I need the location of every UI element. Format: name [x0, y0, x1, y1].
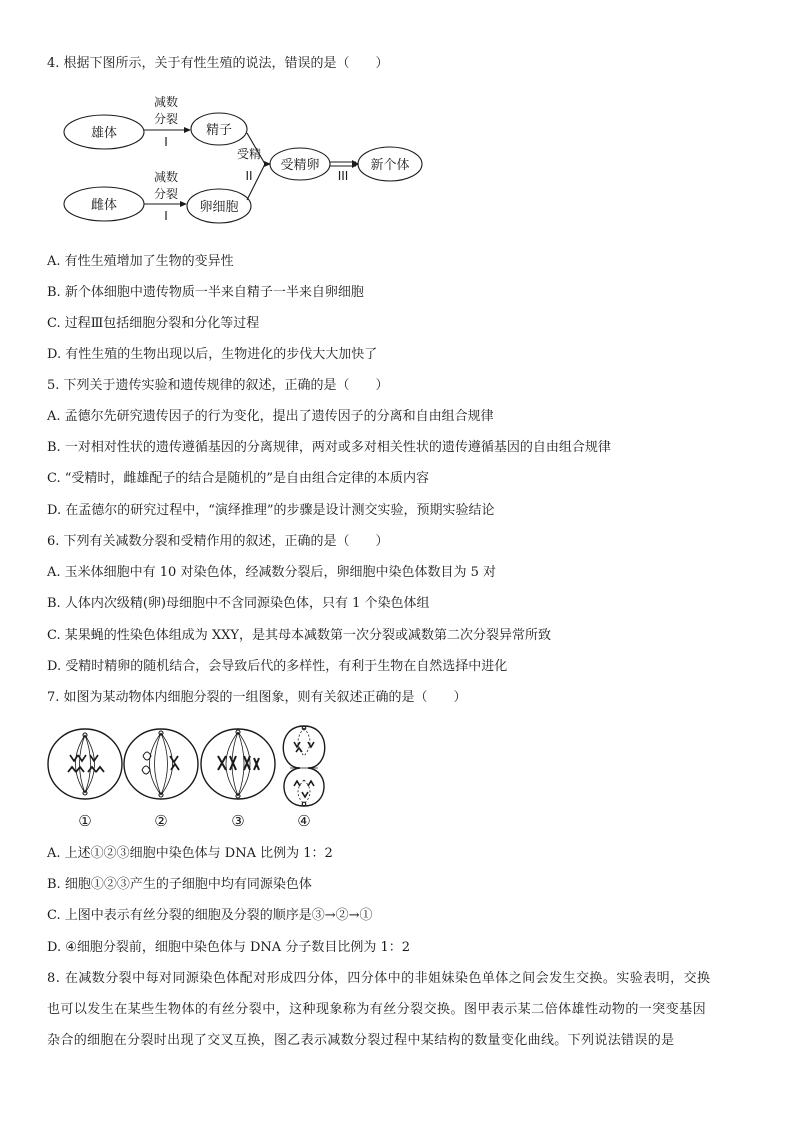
male-label: 雄体	[90, 126, 118, 141]
q5-option-b: B. 一对相对性状的遗传遵循基因的分离规律，两对或多对相关性状的遗传遵循基因的自由组合规律	[47, 440, 611, 455]
roman-3: III	[337, 169, 349, 183]
cell-label-1: ①	[78, 812, 92, 830]
cell-1	[48, 729, 122, 799]
cell-2	[124, 729, 198, 799]
roman-1-top: I	[164, 135, 168, 149]
sperm-label: 精子	[205, 123, 233, 138]
q6-option-d: D. 受精时精卵的随机结合，会导致后代的多样性，有利于生物在自然选择中进化	[47, 659, 508, 674]
q6-option-c: C. 某果蝇的性染色体组成为 XXY，是其母本减数第一次分裂或减数第二次分裂异常所致	[47, 628, 551, 643]
q5-option-d: D. 在孟德尔的研究过程中，“演绎推理”的步骤是设计测交实验，预期实验结论	[47, 503, 495, 518]
q6-option-b: B. 人体内次级精(卵)母细胞中不含同源染色体，只有 1 个染色体组	[47, 596, 430, 611]
q7-stem: 7. 如图为某动物体内细胞分裂的一组图象，则有关叙述正确的是（ ）	[47, 690, 467, 705]
cell-label-4: ④	[297, 812, 311, 830]
meiosis-bottom-line2: 分裂	[153, 187, 179, 201]
meiosis-top-line1: 减数	[153, 95, 179, 109]
q4-option-d: D. 有性生殖的生物出现以后，生物进化的步伐大大加快了	[47, 347, 378, 362]
cell-label-2: ②	[154, 812, 168, 830]
zygote-label: 受精卵	[280, 158, 320, 173]
q7-cell-division-figure	[46, 722, 336, 834]
q7-option-c: C. 上图中表示有丝分裂的细胞及分裂的顺序是③→②→①	[47, 908, 373, 923]
female-label: 雌体	[90, 198, 118, 213]
q7-option-d: D. ④细胞分裂前，细胞中染色体与 DNA 分子数目比例为 1：2	[47, 940, 411, 955]
q7-option-a: A. 上述①②③细胞中染色体与 DNA 比例为 1：2	[47, 846, 333, 861]
meiosis-top-line2: 分裂	[153, 112, 179, 126]
q4-option-a: A. 有性生殖增加了生物的变异性	[47, 254, 234, 269]
meiosis-bottom-line1: 减数	[153, 170, 179, 184]
fertilization-label: 受精	[236, 147, 262, 161]
q4-option-b: B. 新个体细胞中遗传物质一半来自精子一半来自卵细胞	[47, 285, 364, 300]
egg-label: 卵细胞	[199, 200, 239, 215]
q4-reproduction-diagram	[60, 92, 440, 232]
q8-stem-line-1: 8. 在减数分裂中每对同源染色体配对形成四分体，四分体中的非姐妹染色单体之间会发生交换。实验表明，交换	[47, 971, 711, 986]
q4-stem: 4. 根据下图所示，关于有性生殖的说法，错误的是（ ）	[47, 56, 389, 71]
cell-3	[201, 729, 275, 799]
q8-stem-line-2: 也可以发生在某些生物体的有丝分裂中，这种现象称为有丝分裂交换。图甲表示某二倍体雄性动物的一突变基因	[47, 1002, 707, 1017]
cell-4	[283, 726, 325, 806]
q6-stem: 6. 下列有关减数分裂和受精作用的叙述，正确的是（ ）	[47, 534, 389, 549]
roman-2: II	[245, 169, 253, 183]
q5-option-c: C. “受精时，雌雄配子的结合是随机的”是自由组合定律的本质内容	[47, 471, 430, 486]
q8-stem-line-3: 杂合的细胞在分裂时出现了交叉互换，图乙表示减数分裂过程中某结构的数量变化曲线。下列说法错误的是	[47, 1033, 675, 1048]
q4-option-c: C. 过程Ⅲ包括细胞分裂和分化等过程	[47, 316, 260, 331]
q7-option-b: B. 细胞①②③产生的子细胞中均有同源染色体	[47, 877, 312, 892]
q6-option-a: A. 玉米体细胞中有 10 对染色体，经减数分裂后，卵细胞中染色体数目为 5 对	[47, 565, 496, 580]
q5-option-a: A. 孟德尔先研究遗传因子的行为变化，提出了遗传因子的分离和自由组合规律	[47, 409, 494, 424]
cell-label-3: ③	[231, 812, 245, 830]
roman-1-bottom: I	[164, 209, 168, 223]
q5-stem: 5. 下列关于遗传实验和遗传规律的叙述，正确的是（ ）	[47, 378, 389, 393]
newbody-label: 新个体	[370, 158, 410, 173]
